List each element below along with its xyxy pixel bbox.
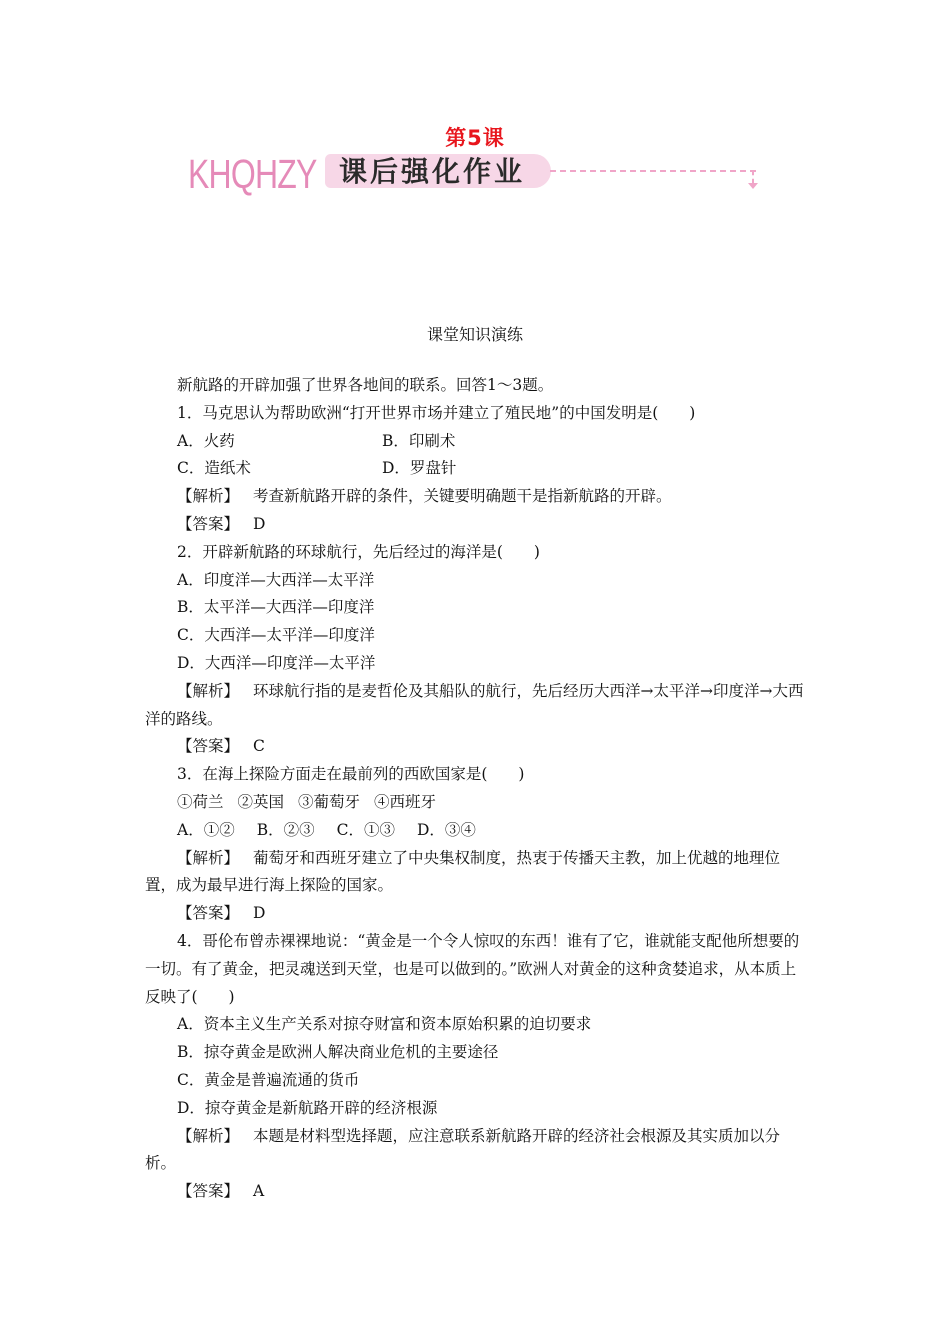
option-a: A．①② [177, 820, 235, 839]
option-b: B．②③ [256, 820, 315, 839]
analysis-label: 【解析】 [177, 681, 240, 700]
option-d: D．③④ [416, 820, 476, 839]
option-a: A．印度洋—大西洋—太平洋 [177, 570, 375, 589]
answer-value: C [253, 737, 265, 756]
answer-value: A [253, 1182, 265, 1201]
option-c: C．黄金是普遍流通的货币 [177, 1070, 360, 1089]
answer-value: D [253, 904, 266, 923]
option-d: D．掠夺黄金是新航路开辟的经济根源 [177, 1098, 438, 1117]
question-3-stem: 3．在海上探险方面走在最前列的西欧国家是( ) [177, 765, 525, 784]
analysis-text: 环球航行指的是麦哲伦及其船队的航行，先后经历大西洋→太平洋→印度洋→大西洋的路线。 [145, 681, 804, 728]
item-2: ②英国 [237, 792, 285, 811]
exercise-content [145, 372, 810, 1206]
option-b: B．印刷术 [382, 431, 456, 450]
homework-banner [188, 152, 768, 196]
analysis-label: 【解析】 [177, 1126, 240, 1145]
answer-label: 【答案】 [177, 904, 240, 923]
arrow-down-icon [748, 183, 758, 189]
analysis-label: 【解析】 [177, 848, 240, 867]
question-3-items [145, 789, 810, 817]
banner-arrow-stem [752, 170, 754, 184]
item-1: ①荷兰 [177, 792, 224, 811]
item-4: ④西班牙 [374, 792, 437, 811]
question-2-analysis [145, 678, 810, 734]
option-a: A．资本主义生产关系对掠夺财富和资本原始积累的迫切要求 [177, 1015, 592, 1034]
banner-code: KHQHZY [188, 151, 317, 197]
question-1-options-row2 [145, 455, 810, 483]
question-2-stem: 2．开辟新航路的环球航行，先后经过的海洋是( ) [177, 542, 540, 561]
question-1-analysis [145, 483, 810, 511]
option-d: D．罗盘针 [382, 459, 457, 478]
question-1-answer [145, 511, 810, 539]
item-3: ③葡萄牙 [298, 792, 361, 811]
banner-dashed-line [550, 170, 756, 172]
question-3-analysis [145, 845, 810, 901]
answer-label: 【答案】 [177, 1182, 240, 1201]
section-title: 课堂知识演练 [426, 325, 523, 344]
intro-text: 新航路的开辟加强了世界各地间的联系。回答1～3题。 [177, 376, 554, 394]
question-4-answer [145, 1178, 810, 1206]
option-b: B．掠夺黄金是欧洲人解决商业危机的主要途径 [177, 1043, 499, 1062]
question-4-stem: 4．哥伦布曾赤裸裸地说：“黄金是一个令人惊叹的东西！谁有了它，谁就能支配他所想要的一切。有了黄金，把灵魂送到天堂，也是可以做到的。”欧洲人对黄金的这种贪婪追求，从本质上反映了( ) [145, 931, 800, 1006]
banner-title: 课后强化作业 [339, 155, 526, 188]
analysis-label: 【解析】 [177, 487, 240, 506]
question-3-options [145, 817, 810, 845]
analysis-text: 考查新航路开辟的条件，关键要明确题干是指新航路的开辟。 [253, 487, 672, 506]
option-b: B．太平洋—大西洋—印度洋 [177, 598, 375, 617]
answer-label: 【答案】 [177, 514, 240, 533]
option-a: A．火药 [177, 431, 235, 450]
option-c: C．造纸术 [177, 459, 251, 478]
analysis-text: 本题是材料型选择题，应注意联系新航路开辟的经济社会根源及其实质加以分析。 [145, 1126, 781, 1173]
option-c: C．大西洋—太平洋—印度洋 [177, 626, 375, 645]
lesson-title: 第5课 [445, 126, 505, 150]
option-d: D．大西洋—印度洋—太平洋 [177, 653, 376, 672]
question-2-answer [145, 733, 810, 761]
question-4-analysis [145, 1123, 810, 1179]
answer-label: 【答案】 [177, 737, 240, 756]
question-1-options-row1 [145, 428, 810, 456]
analysis-text: 葡萄牙和西班牙建立了中央集权制度，热衷于传播天主教，加上优越的地理位置，成为最早进行海上探险的国家。 [145, 848, 781, 895]
option-c: C．①③ [336, 820, 395, 839]
answer-value: D [253, 514, 266, 533]
question-1-stem: 1．马克思认为帮助欧洲“打开世界市场并建立了殖民地”的中国发明是( ) [177, 403, 696, 422]
question-3-answer [145, 900, 810, 928]
